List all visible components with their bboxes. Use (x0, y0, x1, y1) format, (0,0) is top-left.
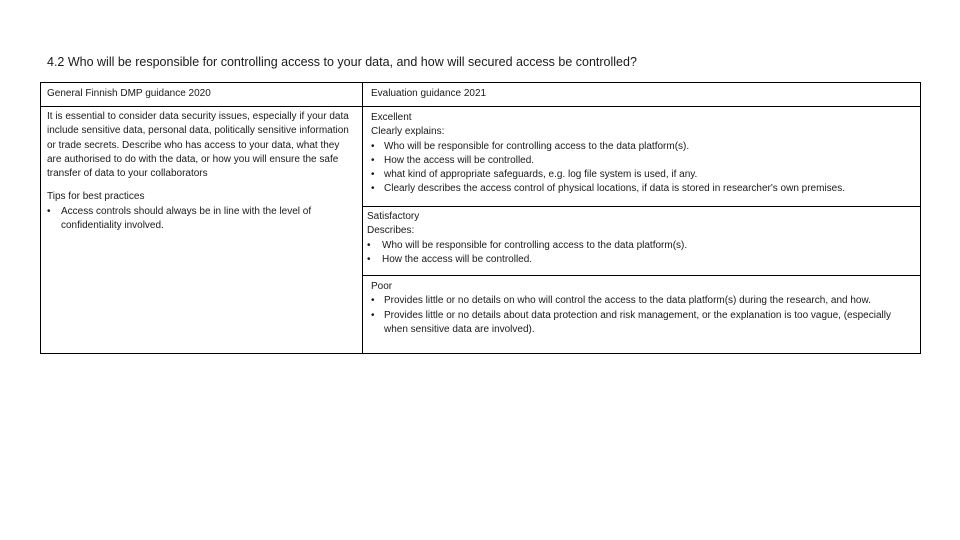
bullet: • (371, 169, 375, 181)
excellent-cell (363, 107, 921, 207)
satisfactory-list (367, 239, 914, 268)
list-item (371, 154, 914, 168)
guidance-table (40, 82, 921, 354)
satisfactory-heading: Satisfactory (367, 211, 420, 222)
question-title: 4.2 Who will be responsible for controlling access to your data, and how will secured access be controlled? (47, 55, 637, 69)
list-item-text: Clearly describes the access control of physical locations, if data is stored in researcher's own premises. (384, 183, 846, 195)
list-item (47, 205, 356, 234)
list-item (371, 309, 902, 338)
list-item-text: Who will be responsible for controlling access to the data platform(s). (384, 140, 690, 152)
list-item (367, 253, 914, 267)
list-item (367, 239, 914, 253)
excellent-heading: Excellent (371, 112, 412, 123)
poor-list (371, 294, 902, 337)
poor-heading: Poor (371, 281, 393, 292)
header-right-cell (363, 83, 921, 107)
list-item (371, 168, 914, 182)
bullet: • (371, 295, 375, 307)
excellent-lead: Clearly explains: (371, 126, 445, 138)
bullet: • (371, 309, 375, 321)
bullet: • (371, 183, 375, 195)
list-item-text: Who will be responsible for controlling access to the data platform(s). (382, 239, 688, 251)
tips-heading: Tips for best practices (47, 191, 145, 203)
excellent-row (41, 107, 921, 207)
list-item (371, 140, 914, 154)
list-item (371, 182, 914, 196)
list-item-text: How the access will be controlled. (384, 154, 535, 166)
bullet: • (367, 253, 371, 265)
header-right: Evaluation guidance 2021 (371, 88, 487, 99)
header-row (41, 83, 921, 107)
tip-text: Access controls should always be in line with the level of confidentiality involved. (61, 205, 312, 232)
bullet: • (367, 239, 371, 251)
list-item-text: what kind of appropriate safeguards, e.g. log file system is used, if any. (384, 169, 698, 181)
header-left: General Finnish DMP guidance 2020 (47, 88, 211, 99)
poor-cell (363, 276, 921, 354)
bullet: • (47, 205, 51, 217)
header-left-cell (41, 83, 363, 107)
satisfactory-cell (363, 207, 921, 276)
list-item-text: Provides little or no details about data protection and risk management, or the explanation is too vague, (especially when sensitive data are involved). (384, 309, 891, 335)
guidance-intro: It is essential to consider data security issues, especially if your data include sensitive data, personal data, politically sensitive information or trade secrets. Describe who has access to your data, what they are authorised to do with the data, or how you will ensure the safe transfer of data to your collaborators (47, 111, 349, 180)
list-item-text: How the access will be controlled. (382, 253, 533, 265)
excellent-list (371, 140, 914, 197)
guidance-cell (41, 107, 363, 354)
list-item (371, 294, 902, 308)
list-item-text: Provides little or no details on who will control the access to the data platform(s) during the research, and how. (384, 295, 871, 307)
bullet: • (371, 140, 375, 152)
bullet: • (371, 154, 375, 166)
tips-list (47, 205, 356, 234)
satisfactory-lead: Describes: (367, 225, 415, 237)
